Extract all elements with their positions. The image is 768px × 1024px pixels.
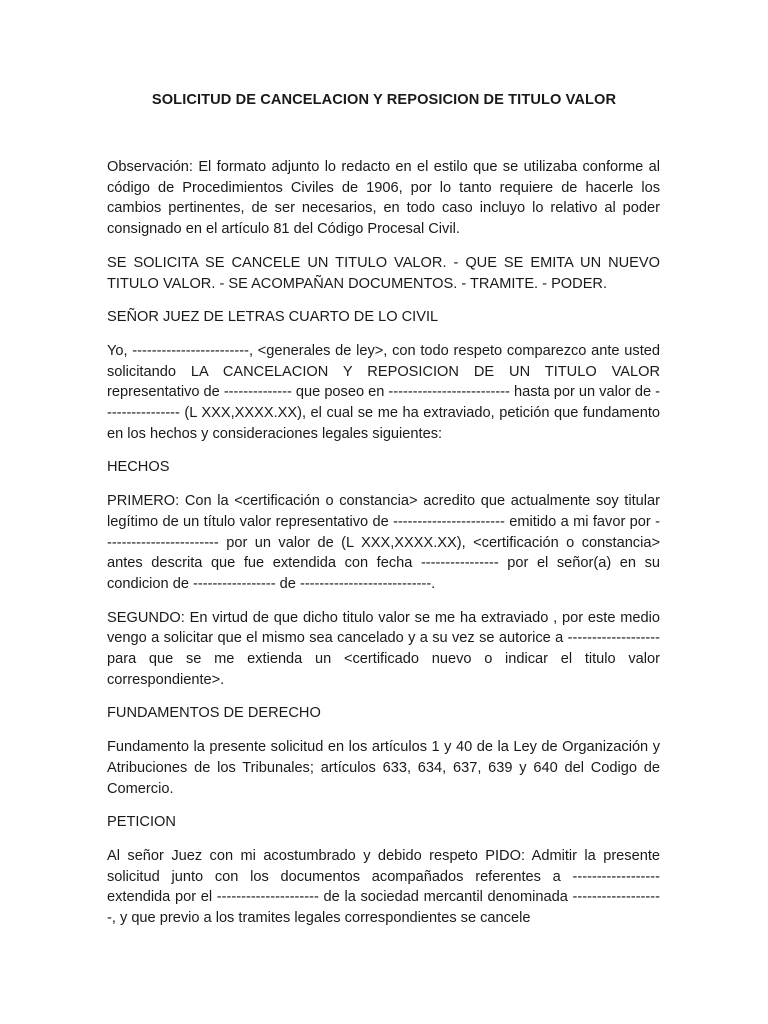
document-body (107, 157, 660, 942)
facts-heading: HECHOS (107, 459, 170, 476)
petition-paragraph: Al señor Juez con mi acostumbrado y debido respeto PIDO: Admitir la presente solicitud junto con los documentos acompañados referentes a ------------------ extendida por el --------------------- de la sociedad mercantil denominada -------------------, y que previo a los tramites legales correspondientes se cancele (107, 847, 660, 927)
petition-heading: PETICION (107, 814, 176, 831)
first-fact-paragraph: PRIMERO: Con la <certificación o constancia> acredito que actualmente soy titular legítimo de un título valor representativo de ----------------------- emitido a mi favor por ------------------------ por un valor de (L XXX,XXXX.XX), <certificación o constancia> antes descrita que fue extendida con fecha ---------------- por el señor(a) en su condicion de ----------------- de ---------------------------. (107, 493, 660, 592)
introduction-paragraph: Yo, ------------------------, <generales de ley>, con todo respeto comparezco ante usted solicitando LA CANCELACION Y REPOSICION DE UN TITULO VALOR representativo de -------------- que poseo en ------------------------- hasta por un valor de ---------------- (L XXX,XXXX.XX), el cual se me ha extraviado, petición que fundamento en los hechos y consideraciones legales siguientes: (107, 342, 660, 442)
request-summary-paragraph: SE SOLICITA SE CANCELE UN TITULO VALOR. - QUE SE EMITA UN NUEVO TITULO VALOR. - SE ACOMPAÑAN DOCUMENTOS. - TRAMITE. - PODER. (107, 254, 660, 292)
legal-grounds-heading: FUNDAMENTOS DE DERECHO (107, 705, 321, 722)
observation-paragraph: Observación: El formato adjunto lo redacto en el estilo que se utilizaba conforme al código de Procedimientos Civiles de 1906, por lo tanto requiere de hacerle los cambios pertinentes, de ser necesarios, en todo caso incluyo lo relativo al poder consignado en el artículo 81 del Código Procesal Civil. (107, 159, 660, 238)
addressee-heading: SEÑOR JUEZ DE LETRAS CUARTO DE LO CIVIL (107, 309, 439, 326)
legal-grounds-paragraph: Fundamento la presente solicitud en los artículos 1 y 40 de la Ley de Organización y Atribuciones de los Tribunales; artículos 633, 634, 637, 639 y 640 del Codigo de Comercio. (107, 739, 660, 797)
second-fact-paragraph: SEGUNDO: En virtud de que dicho titulo valor se me ha extraviado , por este medio vengo a solicitar que el mismo sea cancelado y a su vez se autorice a ------------------- para que se me extienda un <certificado nuevo o indicar el titulo valor correspondiente>. (107, 609, 660, 688)
document-title: SOLICITUD DE CANCELACION Y REPOSICION DE TITULO VALOR (151, 92, 617, 108)
